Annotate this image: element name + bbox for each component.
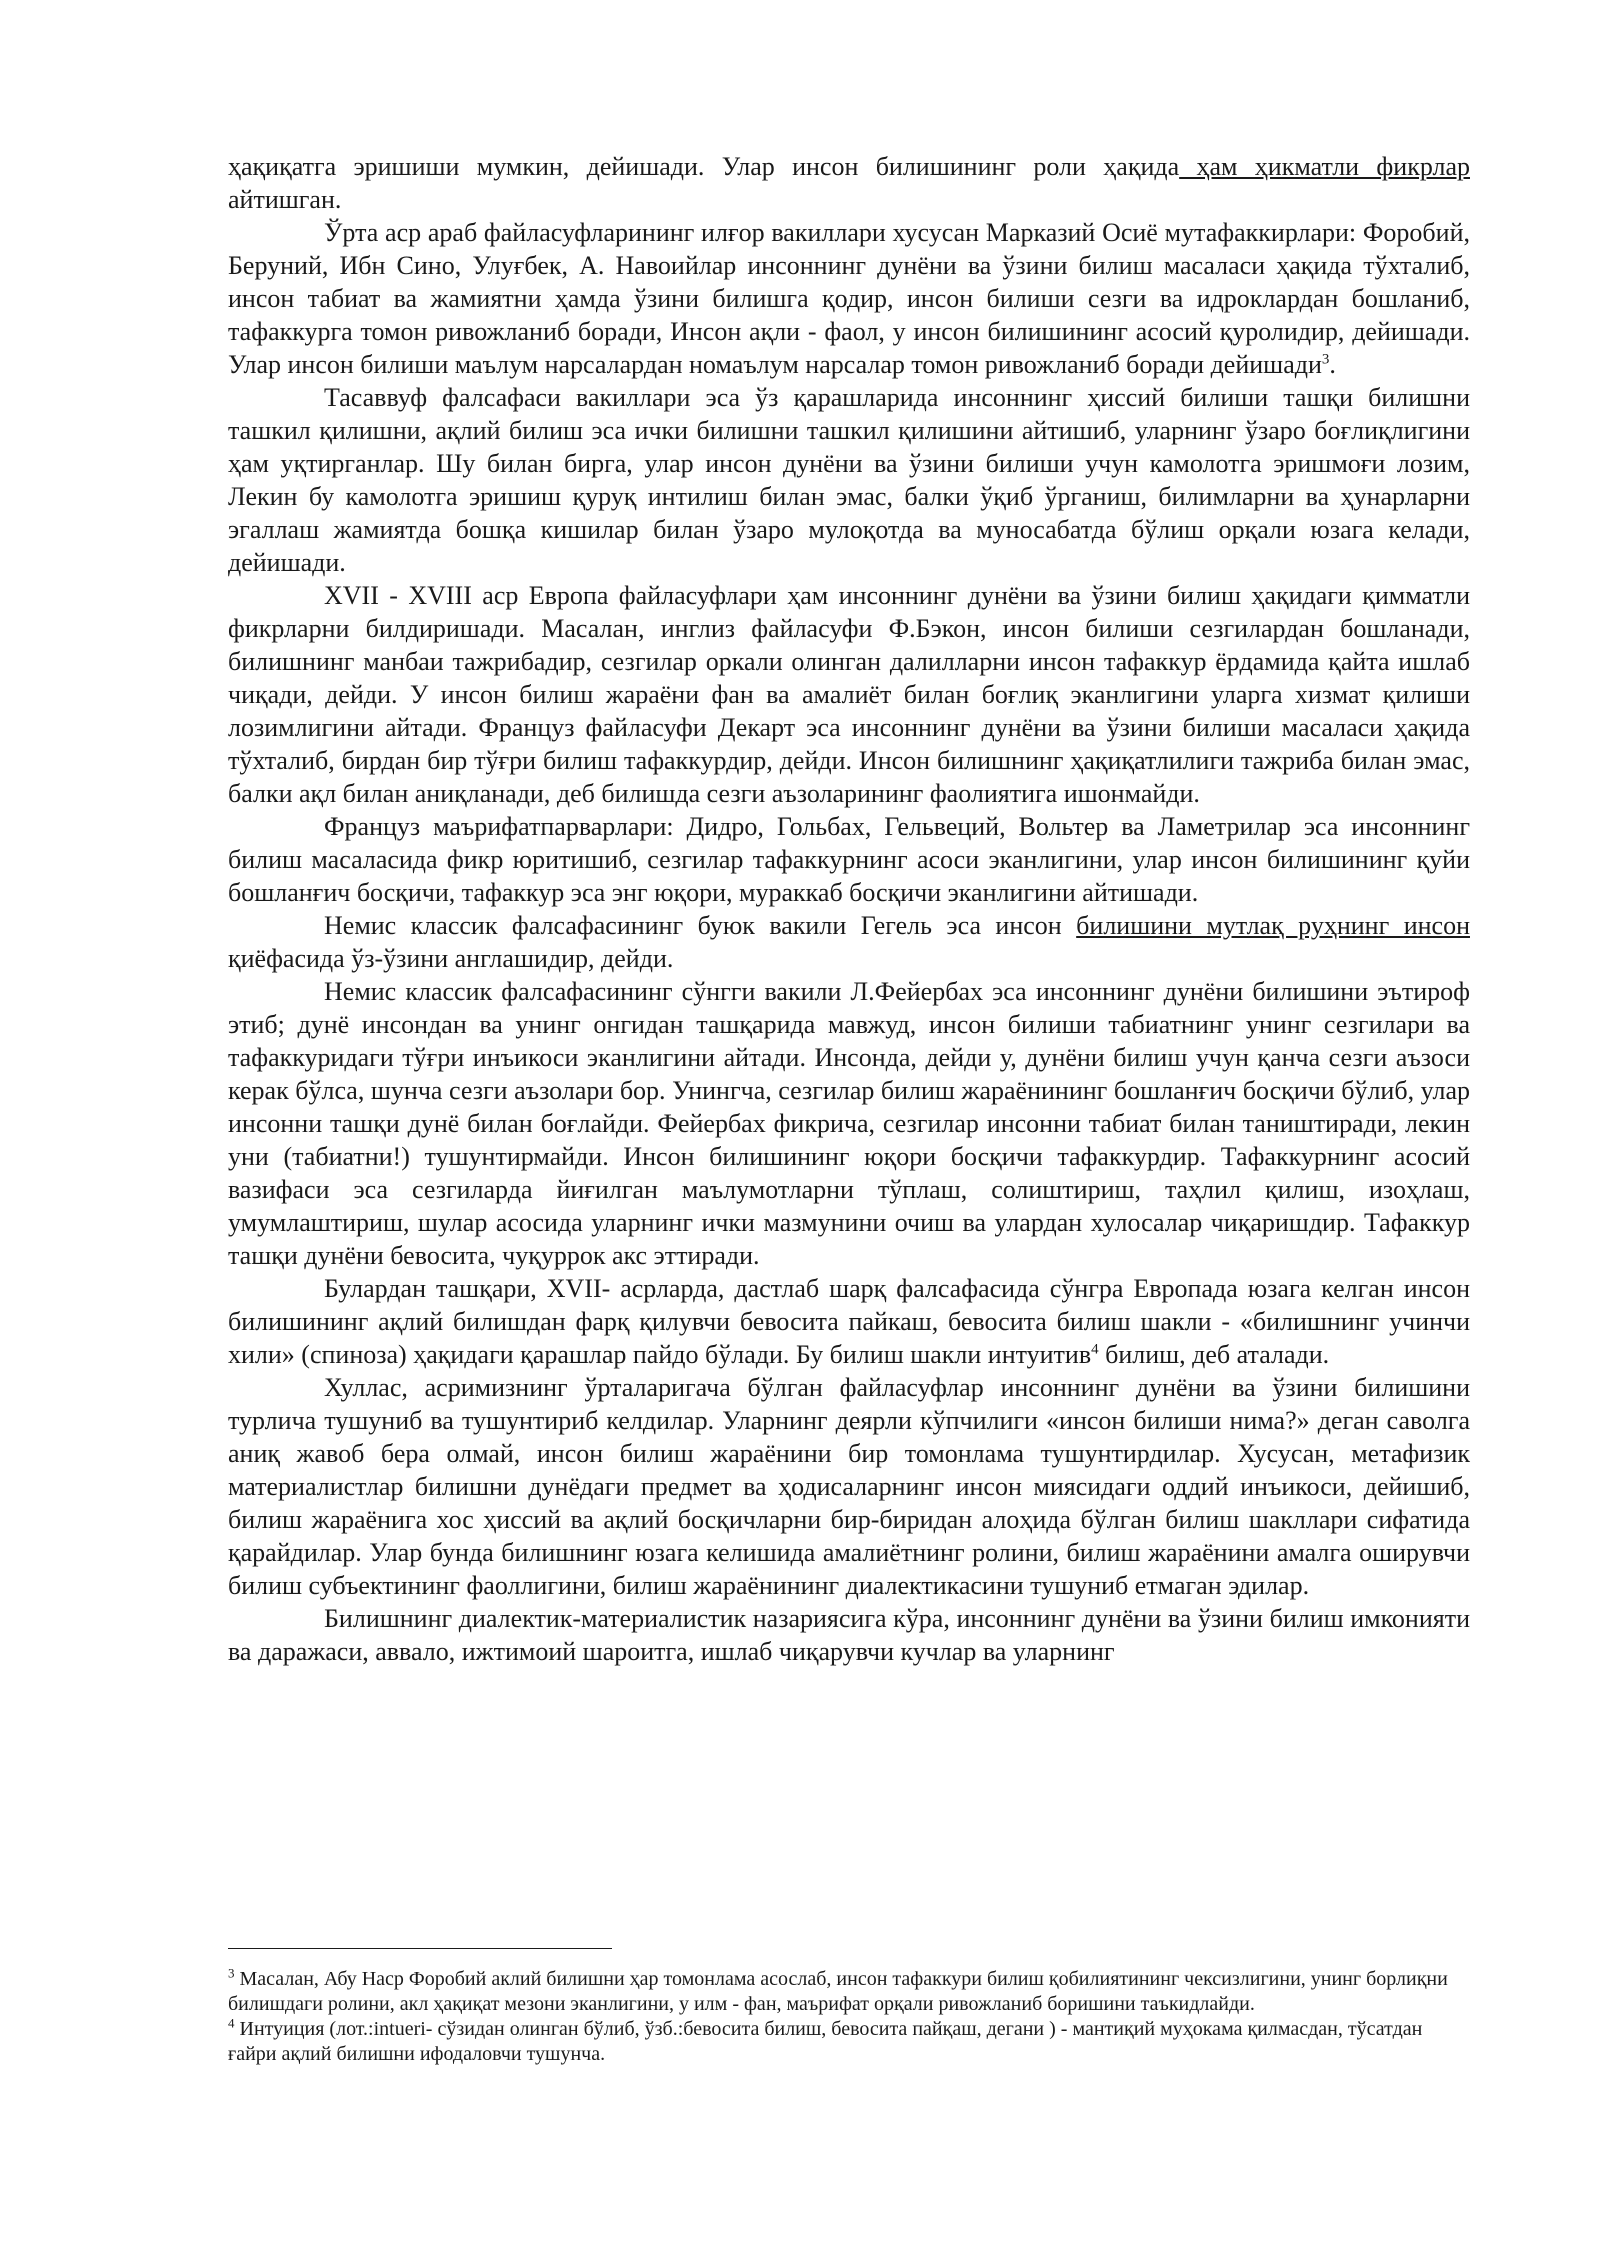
paragraph-text: Тасаввуф фалсафаси вакиллари эса ўз қарашларида инсоннинг ҳиссий билиши ташқи билишни ташкил қилишни, ақлий билиш эса ички билишни ташкил қилишини айтишиб, уларнинг ўзаро боғлиқлигини ҳам уқтирганлар. Шу билан бирга, улар инсон дунёни ва ўзини билиши учун камолотга эришмоғи лозим, Лекин бу камолотга эришиш қуруқ интилиш билан эмас, балки ўқиб ўрганиш, билимларни ва ҳунарларни эгаллаш жамиятда бошқа кишилар билан ўзаро мулоқотда ва муносабатда бўлиш орқали юзага келади, дейишади. <box>228 383 1470 577</box>
paragraph-text: . <box>1329 350 1336 379</box>
paragraph-text: XVII - XVIII аср Европа файласуфлари ҳам инсоннинг дунёни ва ўзини билиш ҳақидаги қимматли фикрларни билдиришади. Масалан, инглиз файласуфи Ф.Бэкон, инсон билиши сезгилардан бошланади, билишнинг манбаи тажрибадир, сезгилар оркали олинган далилларни инсон тафаккур ёрдамида қайта ишлаб чиқади, дейди. У инсон билиш жараёни фан ва амалиёт билан боғлиқ эканлигини уларга хизмат қилиши лозимлигини айтади. Француз файласуфи Декарт эса инсоннинг дунёни ва ўзини билиши масаласи ҳақида тўхталиб, бирдан бир тўғри билиш тафаккурдир, дейди. Инсон билишнинг ҳақиқатлилиги тажриба билан эмас, балки ақл билан аниқланади, деб билишда сезги аъзоларининг фаолиятига ишонмайди. <box>228 581 1470 808</box>
paragraph-text: Немис классик фалсафасининг буюк вакили Гегель эса инсон <box>324 911 1077 940</box>
footnote-text: Интуиция (лот.:intueri- сўзидан олинган бўлиб, ўзб.:бевосита билиш, бевосита пайқаш, дегани ) - мантиқий муҳокама қилмасдан, тўсатдан ғайри ақлий билишни ифодаловчи тушунча. <box>228 2018 1423 2065</box>
paragraph <box>228 1371 1470 1602</box>
paragraph <box>228 909 1470 975</box>
paragraph-text: Француз маърифатпарварлари: Дидро, Гольбах, Гельвеций, Вольтер ва Ламетрилар эса инсоннинг билиш масаласида фикр юритишиб, сезгилар тафаккурнинг асоси эканлигини, улар инсон билишининг қуйи бошланғич босқичи, тафаккур эса энг юқори, мураккаб босқичи эканлигини айтишади. <box>228 812 1470 907</box>
footnote-reference: 3 <box>1321 351 1330 368</box>
paragraph-text: айтишган. <box>228 185 342 214</box>
paragraph <box>228 579 1470 810</box>
paragraph <box>228 381 1470 579</box>
paragraph-text: қиёфасида ўз-ўзини англашидир, дейди. <box>228 944 674 973</box>
body-text <box>228 150 1470 1668</box>
footnote-separator <box>228 1948 612 1949</box>
paragraph-text: Немис классик фалсафасининг сўнгги вакили Л.Фейербах эса инсоннинг дунёни билишини эътироф этиб; дунё инсондан ва унинг онгидан ташқарида мавжуд, инсон билиши табиатнинг унинг сезгилари ва тафаккуридаги тўғри инъикоси эканлигини айтади. Инсонда, дейди у, дунёни билиш учун қанча сезги аъзоси керак бўлса, шунча сезги аъзолари бор. Унингча, сезгилар билиш жараёнининг бошланғич босқичи бўлиб, улар инсонни ташқи дунё билан боғлайди. Фейербах фикрича, сезгилар инсонни табиат билан таништиради, лекин уни (табиатни!) тушунтирмайди. Инсон билишининг юқори босқичи тафаккурдир. Тафаккурнинг асосий вазифаси эса сезгиларда йиғилган маълумотларни тўплаш, солиштириш, таҳлил қилиш, изоҳлаш, умумлаштириш, шулар асосида уларнинг ички мазмунини очиш ва улардан хулосалар чиқаришдир. Тафаккур ташқи дунёни бевосита, чуқуррок акс эттиради. <box>228 977 1470 1270</box>
paragraph <box>228 810 1470 909</box>
paragraph <box>228 216 1470 381</box>
paragraph-text: Билишнинг диалектик-материалистик назариясига кўра, инсоннинг дунёни ва ўзини билиш имконияти ва даражаси, аввало, ижтимоий шароитга, ишлаб чиқарувчи кучлар ва уларнинг <box>228 1604 1470 1666</box>
underlined-text: ҳам ҳикматли фикрлар <box>1179 152 1470 181</box>
footnote-number: 4 <box>228 2015 235 2031</box>
paragraph-text: Булардан ташқари, XVII- асрларда, дастлаб шарқ фалсафасида сўнгра Европада юзага келган инсон билишининг ақлий билишдан фарқ қилувчи бевосита пайкаш, бевосита билиш шакли - «билишнинг учинчи хили» (спиноза) ҳақидаги қарашлар пайдо бўлади. Бу билиш шакли интуитив <box>228 1274 1470 1369</box>
paragraph <box>228 150 1470 216</box>
footnotes <box>228 1967 1470 2067</box>
paragraph <box>228 1272 1470 1371</box>
footnote <box>228 1967 1470 2017</box>
paragraph <box>228 975 1470 1272</box>
footnote-text: Масалан, Абу Наср Форобий аклий билишни ҳар томонлама асослаб, инсон тафаккури билиш қобилиятининг чексизлигини, унинг борлиқни билишдаги ролини, акл ҳақиқат мезони эканлигини, у илм - фан, маърифат орқали ривожланиб боришини таъкидлайди. <box>228 1968 1448 2015</box>
paragraph <box>228 1602 1470 1668</box>
paragraph-text: ҳақиқатга эришиши мумкин, дейишади. Улар инсон билишининг роли ҳақида <box>228 152 1180 181</box>
footnote-number: 3 <box>228 1965 235 1981</box>
underlined-text: билишини мутлақ руҳнинг инсон <box>1076 911 1470 940</box>
paragraph-text: Хуллас, асримизнинг ўрталаригача бўлган файласуфлар инсоннинг дунёни ва ўзини билишини турлича тушуниб ва тушунтириб келдилар. Уларнинг деярли кўпчилиги «инсон билиши нима?» деган саволга аниқ жавоб бера олмай, инсон билиш жараёнини бир томонлама тушунтирдилар. Хусусан, метафизик материалистлар билишни дунёдаги предмет ва ҳодисаларнинг инсон миясидаги оддий инъикоси, дейишиб, билиш жараёнига хос ҳиссий ва ақлий босқичларни бир-биридан алоҳида бўлган билиш шакллари сифатида қарайдилар. Улар бунда билишнинг юзага келишида амалиётнинг ролини, билиш жараёнини амалга оширувчи билиш субъектининг фаоллигини, билиш жараёнининг диалектикасини тушуниб етмаган эдилар. <box>228 1373 1470 1600</box>
paragraph-text: Ўрта аср араб файласуфларининг илғор вакиллари хусусан Марказий Осиё мутафаккирлари: Форобий, Беруний, Ибн Сино, Улуғбек, А. Навоийлар инсоннинг дунёни ва ўзини билиш масаласи ҳақида тўхталиб, инсон табиат ва жамиятни ҳамда ўзини билишга қодир, инсон билиши сезги ва идроклардан бошланиб, тафаккурга томон ривожланиб боради, Инсон ақли - фаол, у инсон билишининг асосий қуролидир, дейишади. Улар инсон билиши маълум нарсалардан номаълум нарсалар томон ривожланиб боради дейишади <box>228 218 1470 379</box>
footnote-reference: 4 <box>1091 1341 1099 1358</box>
paragraph-text: билиш, деб аталади. <box>1098 1340 1330 1369</box>
footnote <box>228 2017 1470 2067</box>
